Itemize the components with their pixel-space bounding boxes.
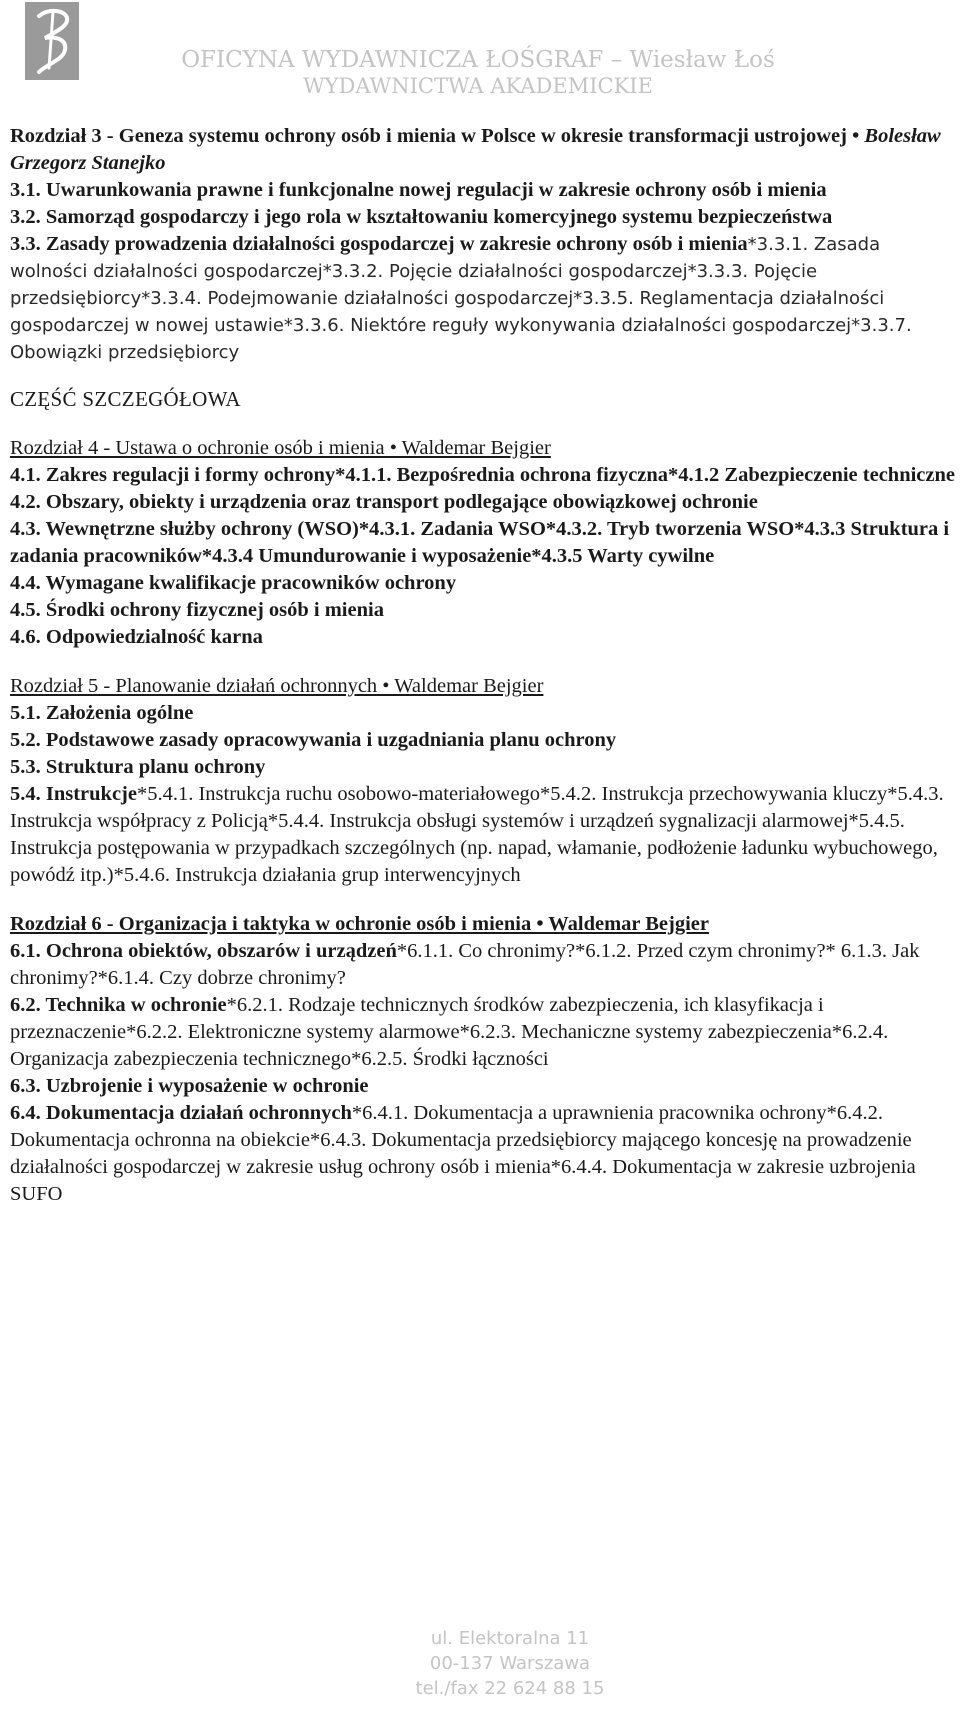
section-3-2: 3.2. Samorząd gospodarczy i jego rola w kształtowaniu komercyjnego systemu bezpieczeństwa bbox=[10, 206, 833, 228]
section-5-3: 5.3. Struktura planu ochrony bbox=[10, 756, 266, 778]
publisher-monogram-icon bbox=[25, 2, 79, 80]
publisher-address bbox=[405, 1626, 615, 1701]
section-3-3: 3.3. Zasady prowadzenia działalności gospodarczej w zakresie ochrony osób i mienia*3.3.1. Zasada wolności działalności gospodarczej*3.3.2. Pojęcie działalności gospodarczej*3.3.3. Pojęcie przedsiębiorcy*3.3.4. Podejmowanie działalności gospodarczej*3.3.5. Reglamentacja działalności gospodarczej w nowej ustawie*3.3.6. Niektóre reguły wykonywania działalności gospodarczej*3.3.7. Obowiązki przedsiębiorcy bbox=[10, 233, 912, 363]
section-6-4: 6.4. Dokumentacja działań ochronnych*6.4.1. Dokumentacja a uprawnienia pracownika ochrony*6.4.2. Dokumentacja ochronna na obiekcie*6.4.3. Dokumentacja przedsiębiorcy mającego koncesję na prowadzenie działalności gospodarczej w zakresie usług ochrony osób i mienia*6.4.4. Dokumentacja w zakresie uzbrojenia SUFO bbox=[10, 1102, 916, 1205]
address-phone: tel./fax 22 624 88 15 bbox=[415, 1678, 605, 1699]
chapter-3-title: Rozdział 3 - Geneza systemu ochrony osób i mienia w Polsce w okresie transformacji ustrojowej • Bolesław Grzegorz Stanejko bbox=[10, 125, 941, 174]
section-4-4: 4.4. Wymagane kwalifikacje pracowników ochrony bbox=[10, 572, 457, 594]
address-street: ul. Elektoralna 11 bbox=[430, 1628, 590, 1649]
section-4-2: 4.2. Obszary, obiekty i urządzenia oraz transport podlegające obowiązkowej ochronie bbox=[10, 491, 758, 513]
section-4-3: 4.3. Wewnętrzne służby ochrony (WSO)*4.3.1. Zadania WSO*4.3.2. Tryb tworzenia WSO*4.3.3 Struktura i zadania pracowników*4.3.4 Umundurowanie i wyposażenie*4.3.5 Warty cywilne bbox=[10, 518, 950, 567]
publisher-header bbox=[168, 46, 788, 98]
chapter-6-title: Rozdział 6 - Organizacja i taktyka w ochronie osób i mienia • Waldemar Bejgier bbox=[10, 913, 710, 935]
publisher-subtitle: WYDAWNICTWA AKADEMICKIE bbox=[303, 74, 653, 98]
section-4-6: 4.6. Odpowiedzialność karna bbox=[10, 626, 263, 648]
address-city: 00-137 Warszawa bbox=[429, 1653, 591, 1674]
publisher-name: OFICYNA WYDAWNICZA ŁOŚGRAF – Wiesław Łoś bbox=[181, 47, 775, 73]
section-6-3: 6.3. Uzbrojenie i wyposażenie w ochronie bbox=[10, 1075, 369, 1097]
section-5-1: 5.1. Założenia ogólne bbox=[10, 702, 194, 724]
section-5-2: 5.2. Podstawowe zasady opracowywania i uzgadniania planu ochrony bbox=[10, 729, 617, 751]
section-6-2: 6.2. Technika w ochronie*6.2.1. Rodzaje technicznych środków zabezpieczenia, ich klasyfikacja i przeznaczenie*6.2.2. Elektroniczne systemy alarmowe*6.2.3. Mechaniczne systemy zabezpieczenia*6.2.4. Organizacja zabezpieczenia technicznego*6.2.5. Środki łączności bbox=[10, 994, 889, 1070]
section-4-5: 4.5. Środki ochrony fizycznej osób i mienia bbox=[10, 599, 384, 621]
section-3-1: 3.1. Uwarunkowania prawne i funkcjonalne nowej regulacji w zakresie ochrony osób i mienia bbox=[10, 179, 827, 201]
chapter-4-title: Rozdział 4 - Ustawa o ochronie osób i mienia • Waldemar Bejgier bbox=[10, 437, 551, 459]
table-of-contents bbox=[10, 123, 960, 1208]
chapter-3-author: Bolesław Grzegorz Stanejko bbox=[10, 125, 941, 174]
section-5-4: 5.4. Instrukcje*5.4.1. Instrukcja ruchu osobowo-materiałowego*5.4.2. Instrukcja przechowywania kluczy*5.4.3. Instrukcja współpracy z Policją*5.4.4. Instrukcja obsługi systemów i urządzeń sygnalizacji alarmowej*5.4.5. Instrukcja postępowania w przypadkach szczególnych (np. napad, włamanie, podłożenie ładunku wybuchowego, powódź itp.)*5.4.6. Instrukcja działania grup interwencyjnych bbox=[10, 783, 944, 886]
section-4-1: 4.1. Zakres regulacji i formy ochrony*4.1.1. Bezpośrednia ochrona fizyczna*4.1.2 Zabezpieczenie techniczne bbox=[10, 464, 955, 486]
logo-glyph bbox=[25, 2, 79, 80]
chapter-5-title: Rozdział 5 - Planowanie działań ochronnych • Waldemar Bejgier bbox=[10, 675, 544, 697]
section-6-1: 6.1. Ochrona obiektów, obszarów i urządzeń*6.1.1. Co chronimy?*6.1.2. Przed czym chronimy?* 6.1.3. Jak chronimy?*6.1.4. Czy dobrze chronimy? bbox=[10, 940, 920, 989]
part-heading: CZĘŚĆ SZCZEGÓŁOWA bbox=[10, 387, 241, 411]
